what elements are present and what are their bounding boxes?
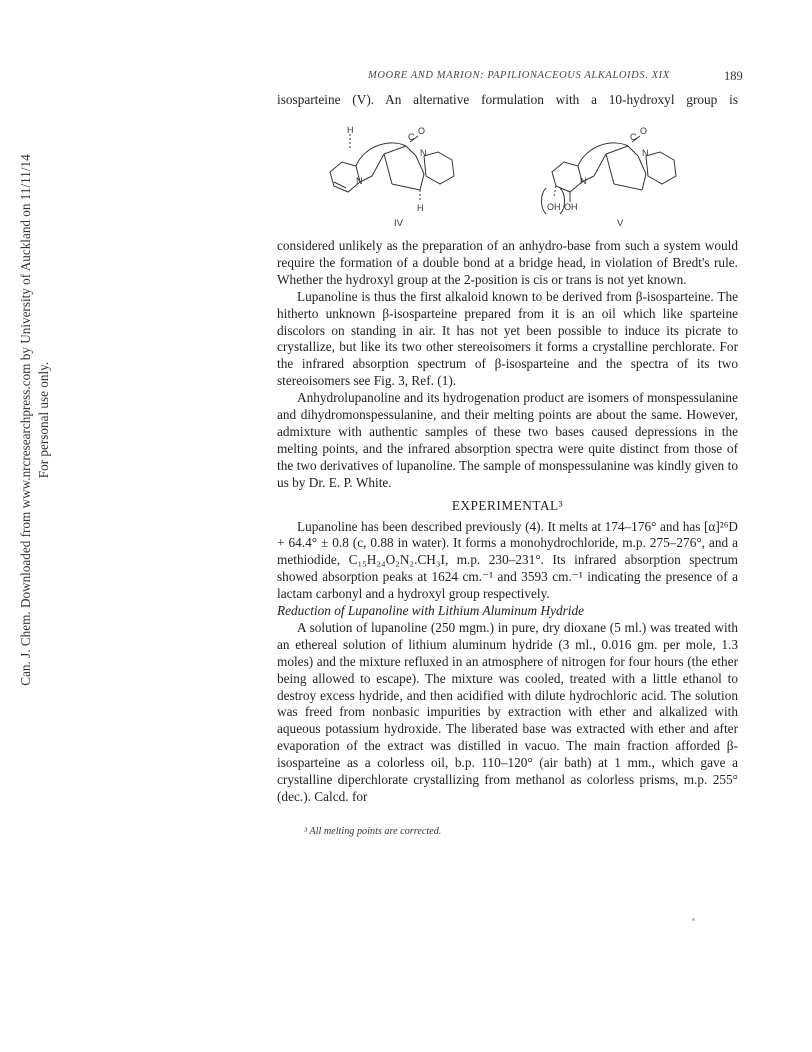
iv-n-left: N xyxy=(356,176,363,186)
page-speck xyxy=(692,918,695,921)
paragraph-properties: Lupanoline has been described previously (4). It melts at 174–176° and has [α]²⁶D + 64.4° ± 0.8 (c, 0.88 in water). It forms a monohydrochloride, m.p. 275–276°, and a methiodide, C₁₅H₂₄O₂N₂.CH₃I, m.p. 230–231°. Its infrared absorption spectrum showed absorption peaks at 1624 cm.⁻¹ and 3593 cm.⁻¹ indicating the presence of a lactam carbonyl and a hydroxyl group respectively. xyxy=(277,518,738,602)
figure-label-iv: IV xyxy=(394,218,403,229)
section-heading-experimental: EXPERIMENTAL³ xyxy=(451,497,564,513)
structure-figure xyxy=(320,124,720,234)
page-number: 189 xyxy=(724,69,743,83)
v-oh: OH xyxy=(564,202,578,212)
paragraph-bredt: considered unlikely as the preparation of an anhydro-base from such a system would require the formation of a double bond at a bridge head, in violation of Bredt's rule. Whether the hydroxyl group at the 2-position is cis or trans is not yet known. xyxy=(277,238,738,287)
iv-o: O xyxy=(418,126,426,136)
v-n-left: N xyxy=(580,176,587,186)
v-oh-alt: OH xyxy=(547,202,561,212)
paragraph-reduction: A solution of lupanoline (250 mgm.) in pure, dry dioxane (5 ml.) was treated with an ethereal solution of lithium aluminum hydride (3 ml., 0.016 gm. per mole, 1.3 moles) and the mixture refluxed in an atmosphere of nitrogen for four hours (the ether being allowed to escape). The mixture was cooled, treated with a little ethanol to destroy excess hydride, and then acidified with dilute hydrochloric acid. The solution was freed from nonbasic impurities by extraction with ether and alkalized with aqueous potassium hydroxide. The liberated base was extracted with ether and after evaporation of the extract was distilled in vacuo. The main fraction afforded β-isosparteine as a colorless oil, b.p. 110–120° (air bath) at 1 mm., which gave a crystalline diperchlorate crystallizing from methanol as colorless prisms, m.p. 255° (dec.). Calcd. for xyxy=(277,619,738,804)
iv-h-top: H xyxy=(347,125,354,135)
structure-v xyxy=(542,136,677,214)
footnote: ³ All melting points are corrected. xyxy=(304,826,442,837)
page-header xyxy=(0,70,812,88)
paragraph-lupanoline: Lupanoline is thus the first alkaloid known to be derived from β-isosparteine. The hitherto unknown β-isosparteine prepared from it is an oil which like sparteine discolors on standing in air. It has not yet been possible to induce its picrate to crystallize, but like its two other stereoisomers it forms a crystalline perchlorate. For the infrared absorption spectrum of β-isosparteine and the spectra of its two stereoisomers see Fig. 3, Ref. (1). xyxy=(277,288,738,389)
v-o: O xyxy=(640,126,648,136)
download-watermark xyxy=(17,100,57,740)
paragraph-anhydrolupanoline: Anhydrolupanoline and its hydrogenation product are isomers of monspessulanine and dihydromonspessulanine, and their melting points are about the same. However, admixture with authentic samples of these two bases caused depressions in the melting points, and the infrared absorption spectra were quite distinct from those of the two derivatives of lupanoline. The sample of monspessulanine was kindly given to us by Dr. E. P. White. xyxy=(277,390,738,490)
watermark-line-1: Can. J. Chem. Downloaded from www.nrcresearchpress.com by University of Auckland on 11/11/14 xyxy=(18,154,33,686)
intro-text xyxy=(277,92,738,109)
structure-iv xyxy=(330,134,454,200)
intro-line: isosparteine (V). An alternative formulation with a 10-hydroxyl group is xyxy=(277,92,738,107)
running-title: MOORE AND MARION: PAPILIONACEOUS ALKALOIDS. XIX xyxy=(368,70,670,81)
iv-n-right: N xyxy=(420,148,427,158)
v-n-right: N xyxy=(642,148,649,158)
v-c: C xyxy=(630,132,637,142)
body-text xyxy=(277,238,738,806)
subsection-heading-reduction: Reduction of Lupanoline with Lithium Aluminum Hydride xyxy=(277,603,585,619)
iv-h-bottom: H xyxy=(417,203,424,213)
watermark-line-2: For personal use only. xyxy=(36,361,51,479)
iv-c: C xyxy=(408,132,415,142)
figure-label-v: V xyxy=(617,218,624,229)
